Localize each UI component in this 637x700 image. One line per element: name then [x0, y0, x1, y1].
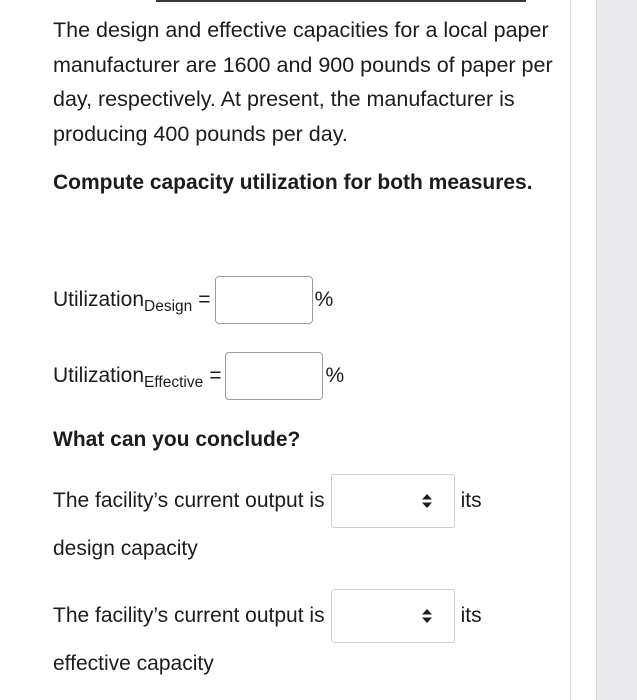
- statement-effective-tail: effective capacity: [53, 652, 214, 675]
- utilization-effective-input[interactable]: [225, 352, 323, 400]
- utilization-design-row: [53, 276, 333, 324]
- statement-design-prefix: The facility’s current output is: [53, 489, 325, 512]
- card-edge-divider: [570, 0, 571, 700]
- statement-design-suffix: its: [460, 489, 482, 512]
- statement-design-tail: design capacity: [53, 537, 198, 560]
- problem-prompt: Compute capacity utilization for both measures.: [53, 171, 533, 194]
- utilization-design-equals: =: [198, 288, 211, 311]
- statement-effective-prefix: The facility’s current output is: [53, 604, 325, 627]
- utilization-effective-equals: =: [209, 364, 222, 387]
- design-comparison-select[interactable]: [331, 474, 455, 528]
- utilization-effective-label: Utilization: [53, 364, 145, 387]
- conclusion-question: What can you conclude?: [53, 428, 301, 451]
- top-divider: [156, 0, 526, 2]
- utilization-design-input[interactable]: [215, 276, 313, 324]
- utilization-design-subscript: Design: [144, 298, 193, 315]
- up-down-arrows-icon: [422, 494, 432, 508]
- utilization-design-label: Utilization: [53, 288, 145, 311]
- conclusion-statement-design: [53, 474, 553, 564]
- utilization-effective-percent-unit: %: [325, 364, 345, 387]
- statement-effective-suffix: its: [460, 604, 482, 627]
- problem-intro: The design and effective capacities for a local paper manufacturer are 1600 and 900 pounds of paper per day, respectively. At present, the manufacturer is producing 400 pounds per day.: [53, 18, 553, 146]
- utilization-design-percent-unit: %: [314, 288, 334, 311]
- utilization-effective-subscript: Effective: [144, 374, 204, 391]
- conclusion-statement-effective: [53, 589, 553, 679]
- up-down-arrows-icon: [422, 609, 432, 623]
- problem-text-block: [53, 13, 553, 200]
- effective-comparison-select[interactable]: [331, 589, 455, 643]
- utilization-effective-row: [53, 352, 344, 400]
